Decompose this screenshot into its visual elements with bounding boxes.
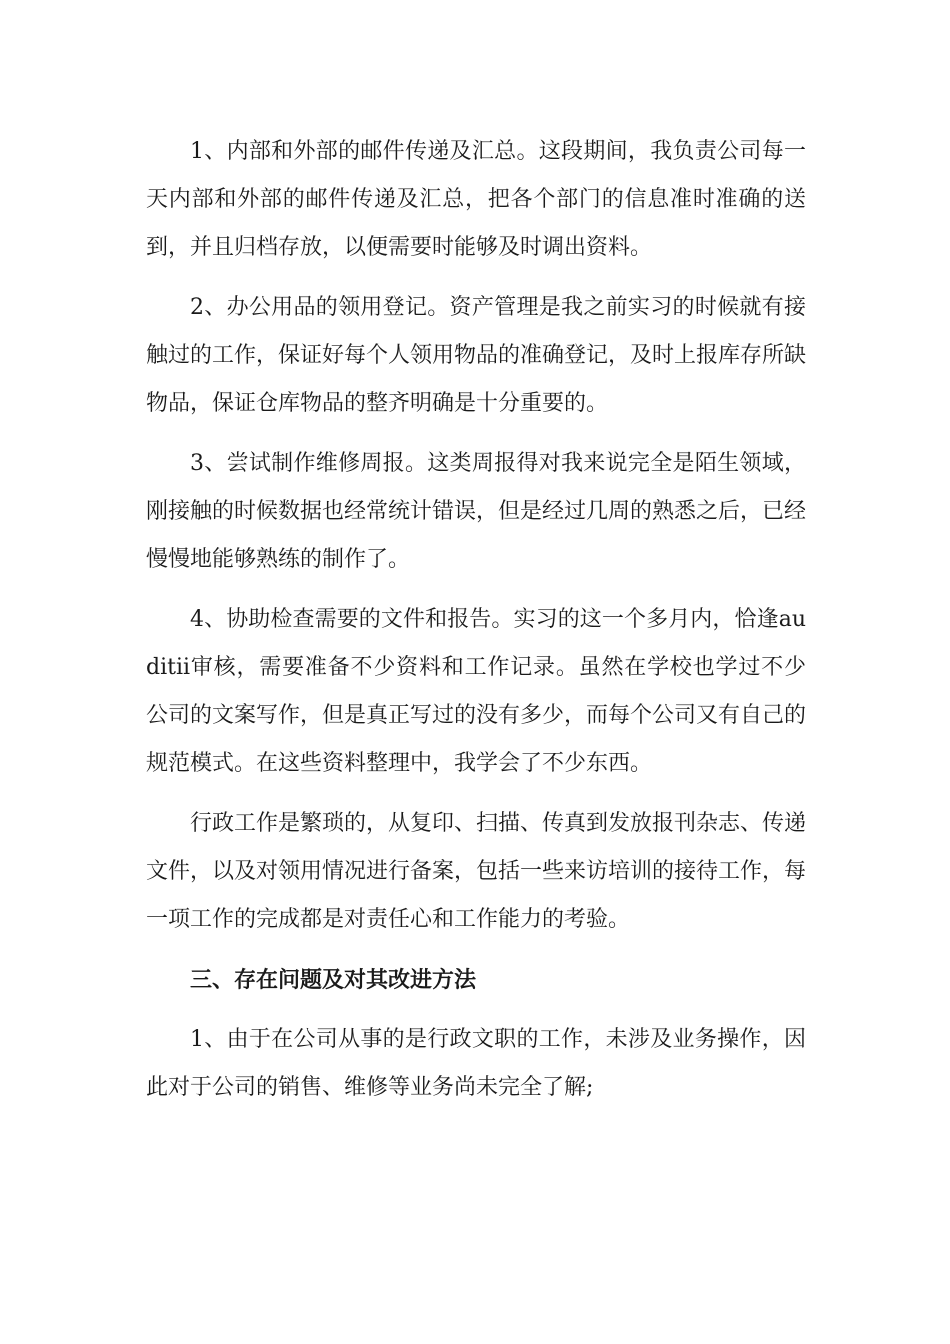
paragraph-admin-summary: 行政工作是繁琐的，从复印、扫描、传真到发放报刊杂志、传递文件，以及对领用情况进行备案，包括一些来访培训的接待工作，每一项工作的完成都是对责任心和工作能力的考验。 (146, 811, 807, 932)
paragraph-problem-1: 1、由于在公司从事的是行政文职的工作，未涉及业务操作，因此对于公司的销售、维修等业务尚未完全了解; (146, 1027, 806, 1100)
paragraph-mail-handling: 1、内部和外部的邮件传递及汇总。这段期间，我负责公司每一天内部和外部的邮件传递及汇总，把各个部门的信息准时准确的送到，并且归档存放，以便需要时能够及时调出资料。 (146, 139, 806, 260)
document-body (146, 128, 806, 1124)
paragraph-office-supplies: 2、办公用品的领用登记。资产管理是我之前实习的时候就有接触过的工作，保证好每个人领用物品的准确登记，及时上报库存所缺物品，保证仓库物品的整齐明确是十分重要的。 (146, 295, 807, 416)
section-heading: 三、存在问题及对其改进方法 (190, 967, 477, 993)
paragraph-weekly-report: 3、尝试制作维修周报。这类周报得对我来说完全是陌生领域，刚接触的时候数据也经常统计错误，但是经过几周的熟悉之后，已经慢慢地能够熟练的制作了。 (146, 451, 807, 572)
paragraph-document-review: 4、协助检查需要的文件和报告。实习的这一个多月内，恰逢auditii审核，需要准备不少资料和工作记录。虽然在学校也学过不少公司的文案写作，但是真正写过的没有多少，而每个公司又有自己的规范模式。在这些资料整理中，我学会了不少东西。 (146, 607, 807, 776)
